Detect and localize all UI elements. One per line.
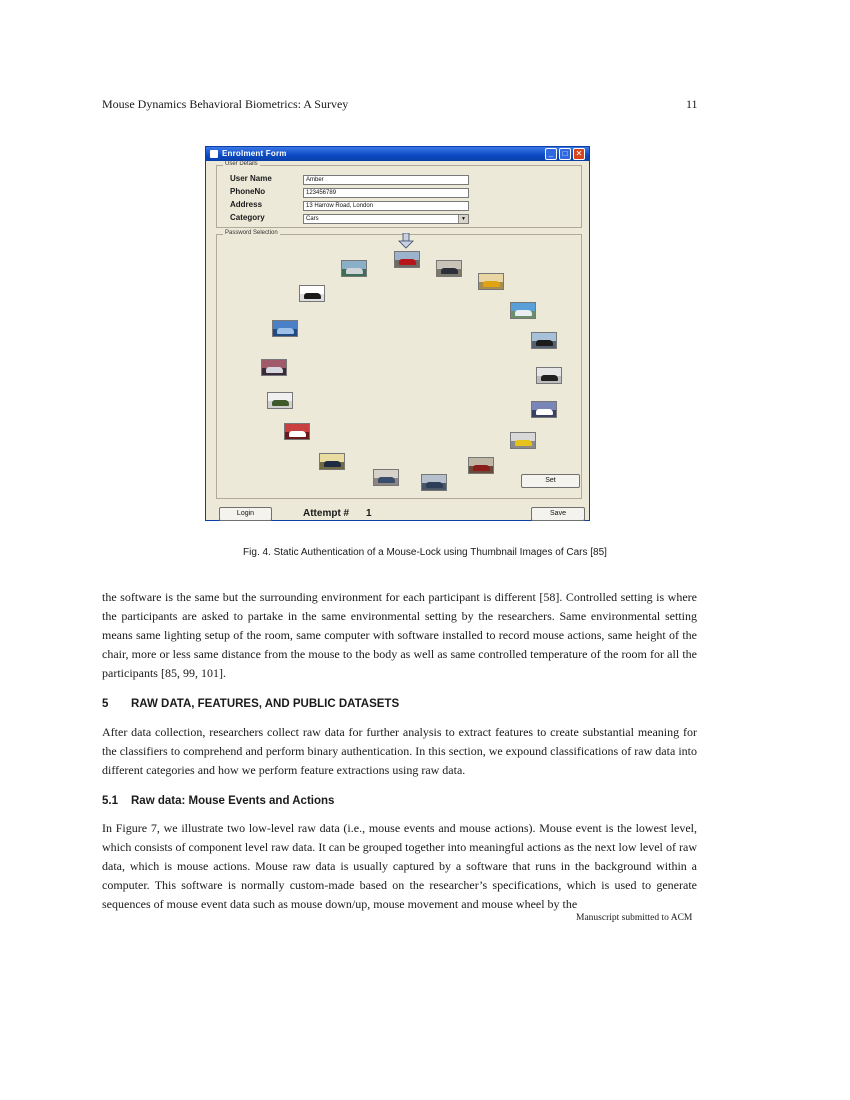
car-thumbnail-image[interactable]	[510, 302, 536, 319]
car-thumbnail-image[interactable]	[531, 332, 557, 349]
user-name-label: User Name	[230, 174, 272, 183]
figure-caption: Fig. 4. Static Authentication of a Mouse-Lock using Thumbnail Images of Cars [85]	[243, 547, 607, 558]
phone-label: PhoneNo	[230, 187, 266, 196]
car-thumbnail-image[interactable]	[299, 285, 325, 302]
car-thumbnail-image[interactable]	[531, 401, 557, 418]
page-number: 11	[686, 97, 698, 111]
car-thumbnail-image[interactable]	[284, 423, 310, 440]
address-label: Address	[230, 200, 263, 209]
car-thumbnail-image[interactable]	[536, 367, 562, 384]
category-label: Category	[230, 213, 265, 222]
subsection-title: Raw data: Mouse Events and Actions	[131, 795, 335, 807]
car-thumbnail-image[interactable]	[394, 251, 420, 268]
car-thumbnail-image[interactable]	[510, 432, 536, 449]
user-details-label: User Details	[225, 161, 258, 167]
attempt-label: Attempt #	[303, 508, 350, 519]
section-heading	[102, 698, 399, 710]
body-paragraph: In Figure 7, we illustrate two low-level raw data (i.e., mouse events and mouse actions). Mouse event is the lowest level, which consists of component level raw data. It can be grouped together into meaningful actions as the next low level of raw data, which is mouse actions. Mouse raw data is usually captured by a software that runs in the background within a computer. This software is normally custom-made based on the researcher’s specifications, which is used to generate sequences of mouse event data such as mouse down/up, mouse movement and mouse wheel by the	[102, 821, 697, 911]
subsection-heading	[102, 795, 334, 807]
car-thumbnail-image[interactable]	[341, 260, 367, 277]
section-number: 5	[102, 698, 109, 710]
category-selected-value: Cars	[306, 216, 319, 222]
minimize-button[interactable]: _	[545, 148, 557, 160]
login-button[interactable]: Login	[219, 507, 272, 521]
maximize-button[interactable]: □	[559, 148, 571, 160]
window-title: Enrolment Form	[222, 149, 287, 158]
close-button[interactable]: ✕	[573, 148, 585, 160]
set-button[interactable]: Set	[521, 474, 580, 488]
window-titlebar[interactable]	[206, 147, 589, 161]
car-thumbnail-image[interactable]	[373, 469, 399, 486]
body-paragraph: After data collection, researchers collect raw data for further analysis to extract features to create substantial meaning for the classifiers to comprehend and perform binary authentication. In this section, we expound classifications of raw data into different categories and how we perform feature extractions using raw data.	[102, 725, 697, 777]
section-title: RAW DATA, FEATURES, AND PUBLIC DATASETS	[131, 698, 400, 710]
category-select[interactable]	[303, 214, 469, 224]
car-thumbnail-image[interactable]	[421, 474, 447, 491]
password-selection-label: Password Selection	[225, 230, 278, 236]
car-thumbnail-image[interactable]	[468, 457, 494, 474]
app-icon	[210, 150, 218, 158]
address-input[interactable]: 13 Harrow Road, London	[303, 201, 469, 211]
car-thumbnail-image[interactable]	[272, 320, 298, 337]
car-thumbnail-image[interactable]	[267, 392, 293, 409]
car-thumbnail-image[interactable]	[436, 260, 462, 277]
car-thumbnail-image[interactable]	[319, 453, 345, 470]
subsection-number: 5.1	[102, 795, 118, 807]
chevron-down-icon[interactable]: ▼	[458, 215, 468, 223]
selection-arrow-icon	[398, 233, 414, 249]
enrolment-form-window	[205, 146, 590, 521]
car-thumbnail-image[interactable]	[478, 273, 504, 290]
body-paragraph: the software is the same but the surrounding environment for each participant is different [58]. Controlled setting is where the participants are asked to partake in the same environmental setting by the researchers. Same environmental setting means same lighting setup of the room, same computer with software installed to record mouse actions, same height of the chair, more or less same distance from the mouse to the body as well as same controlled temperature of the room for all the participants [85, 99, 101].	[102, 590, 697, 680]
attempt-count: 1	[366, 508, 372, 519]
user-name-input[interactable]: Amber	[303, 175, 469, 185]
phone-input[interactable]: 123456789	[303, 188, 469, 198]
save-button[interactable]: Save	[531, 507, 585, 521]
car-thumbnail-image[interactable]	[261, 359, 287, 376]
running-title: Mouse Dynamics Behavioral Biometrics: A Survey	[102, 97, 349, 111]
footer-note: Manuscript submitted to ACM	[576, 913, 693, 923]
